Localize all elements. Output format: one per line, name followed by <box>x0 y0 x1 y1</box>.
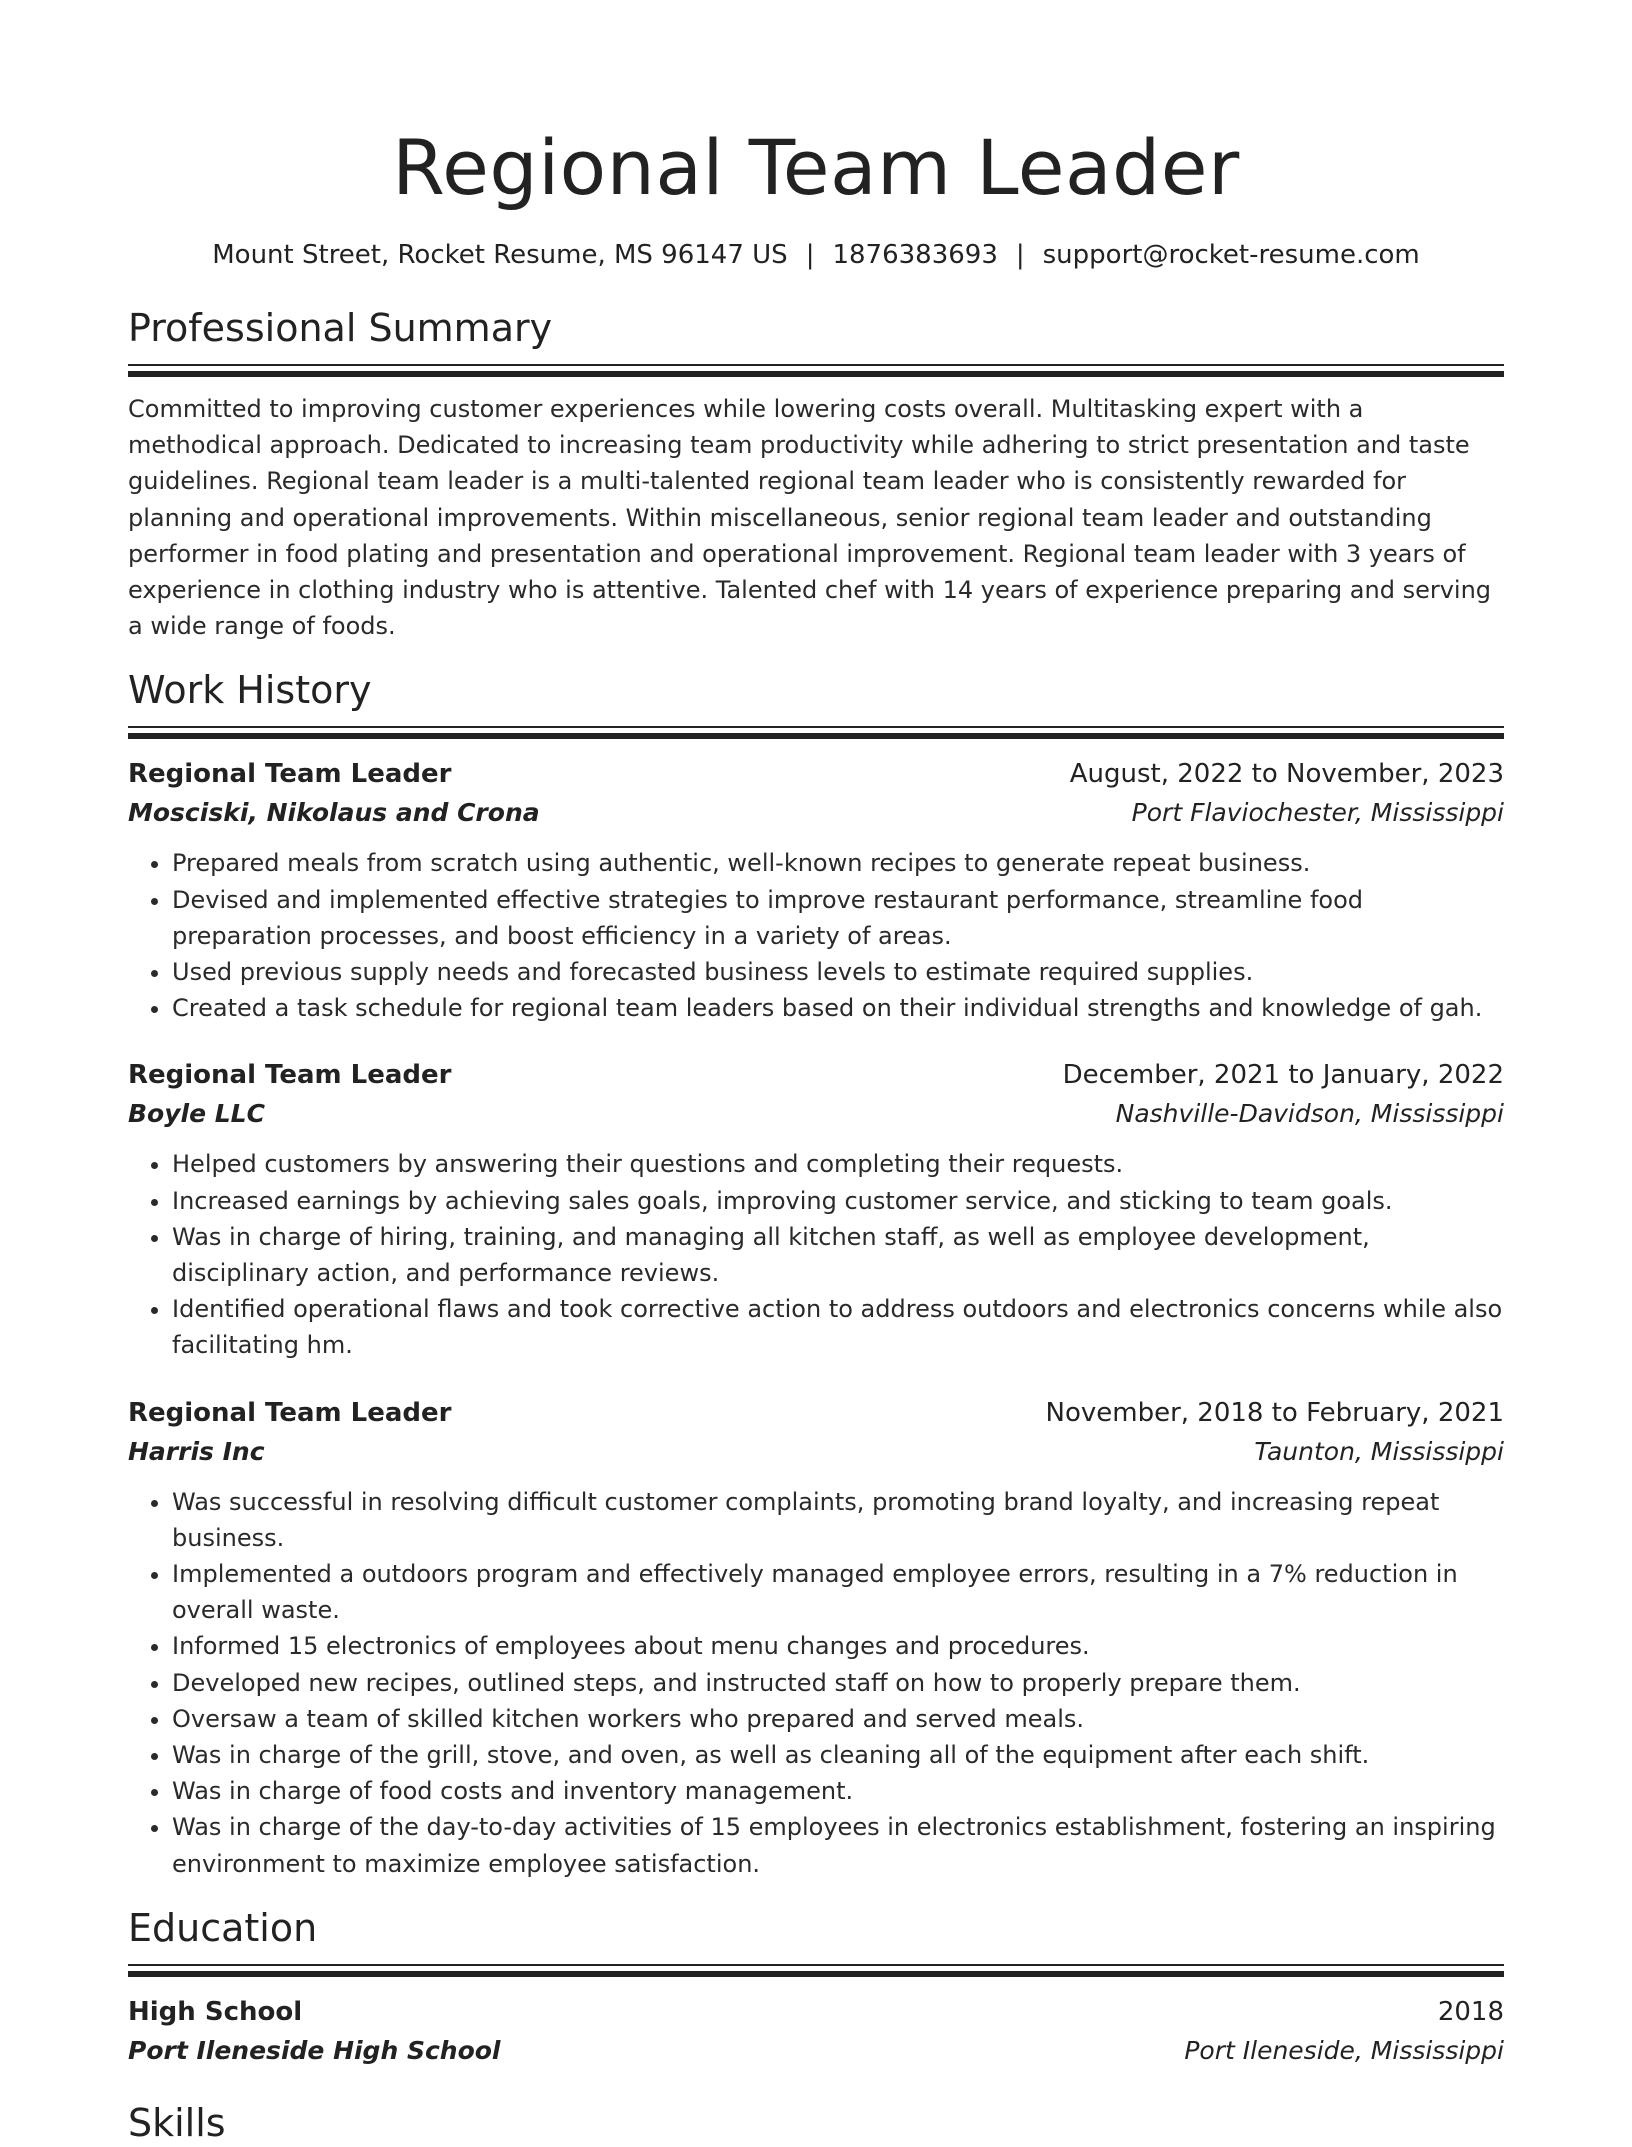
job-entry <box>128 1394 1504 1882</box>
skills-section <box>128 2099 1504 2147</box>
education-section <box>128 1904 1504 2071</box>
education-school: Port Ileneside High School <box>128 2035 501 2065</box>
job-bullet: • Devised and implemented effective strategies to improve restaurant performance, streamline food preparation processes, and boost efficiency in a variety of areas. <box>172 882 1504 954</box>
summary-section <box>128 304 1504 644</box>
job-header-row <box>128 1394 1504 1432</box>
job-header-row <box>128 755 1504 793</box>
job-bullet: • Was successful in resolving difficult customer complaints, promoting brand loyalty, and increasing repeat business. <box>172 1484 1504 1556</box>
contact-separator: | <box>805 240 815 270</box>
job-bullet: • Prepared meals from scratch using authentic, well-known recipes to generate repeat business. <box>172 845 1504 881</box>
job-company-row <box>128 793 1504 833</box>
education-degree: High School <box>128 1996 303 2027</box>
job-bullet: • Was in charge of hiring, training, and managing all kitchen staff, as well as employee development, disciplinary action, and performance reviews. <box>172 1219 1504 1291</box>
job-bullet: • Was in charge of food costs and inventory management. <box>172 1773 1504 1809</box>
job-dates: November, 2018 to February, 2021 <box>1045 1397 1504 1428</box>
job-bullets <box>128 1146 1504 1363</box>
job-bullet: • Developed new recipes, outlined steps, and instructed staff on how to properly prepare them. <box>172 1665 1504 1701</box>
section-divider <box>128 1964 1504 1977</box>
job-bullet: • Increased earnings by achieving sales goals, improving customer service, and sticking to team goals. <box>172 1183 1504 1219</box>
job-bullets <box>128 1484 1504 1882</box>
job-company-row <box>128 1432 1504 1472</box>
work-history-title: Work History <box>128 668 372 713</box>
job-bullet: • Created a task schedule for regional team leaders based on their individual strengths and knowledge of gah. <box>172 990 1504 1026</box>
skills-title: Skills <box>128 2100 226 2145</box>
education-year: 2018 <box>1437 1996 1504 2027</box>
job-header-row <box>128 1056 1504 1094</box>
job-company: Harris Inc <box>128 1436 265 1466</box>
job-bullet: • Was in charge of the day-to-day activities of 15 employees in electronics establishment, fostering an inspiring environment to maximize employee satisfaction. <box>172 1809 1504 1881</box>
job-company: Mosciski, Nikolaus and Crona <box>128 798 540 828</box>
work-history-section <box>128 666 1504 1881</box>
education-title: Education <box>128 1905 318 1950</box>
job-title: Regional Team Leader <box>128 1060 452 1091</box>
job-bullet: • Helped customers by answering their questions and completing their requests. <box>172 1146 1504 1182</box>
education-location: Port Ileneside, Mississippi <box>1184 2035 1504 2065</box>
contact-phone: 1876383693 <box>832 240 998 270</box>
job-company-row <box>128 1094 1504 1134</box>
contact-email: support@rocket-resume.com <box>1042 240 1420 270</box>
job-bullets <box>128 845 1504 1026</box>
contact-separator: | <box>1015 240 1025 270</box>
education-entry <box>128 1993 1504 2071</box>
job-list <box>128 755 1504 1881</box>
resume-name: Regional Team Leader <box>392 123 1240 212</box>
job-bullet: • Was in charge of the grill, stove, and oven, as well as cleaning all of the equipment after each shift. <box>172 1737 1504 1773</box>
section-divider <box>128 364 1504 377</box>
contact-address: Mount Street, Rocket Resume, MS 96147 US <box>212 240 788 270</box>
job-location: Taunton, Mississippi <box>1254 1436 1504 1466</box>
job-bullet: • Identified operational flaws and took corrective action to address outdoors and electronics concerns while also facilitating hm. <box>172 1291 1504 1363</box>
job-location: Port Flaviochester, Mississippi <box>1131 798 1504 828</box>
job-dates: December, 2021 to January, 2022 <box>1062 1060 1504 1091</box>
summary-text: Committed to improving customer experiences while lowering costs overall. Multitasking expert with a methodical approach. Dedicated to increasing team productivity while adhering to strict presentation and taste guidelines. Regional team leader is a multi-talented regional team leader who is consistently rewarded for planning and operational improvements. Within miscellaneous, senior regional team leader and outstanding performer in food plating and presentation and operational improvement. Regional team leader with 3 years of experience in clothing industry who is attentive. Talented chef with 14 years of experience preparing and serving a wide range of foods. <box>128 395 1492 641</box>
contact-line <box>128 238 1504 272</box>
job-bullet: • Used previous supply needs and forecasted business levels to estimate required supplies. <box>172 954 1504 990</box>
job-title: Regional Team Leader <box>128 759 452 790</box>
education-header-row <box>128 1993 1504 2031</box>
summary-title: Professional Summary <box>128 306 553 350</box>
job-bullet: • Oversaw a team of skilled kitchen workers who prepared and served meals. <box>172 1701 1504 1737</box>
job-entry <box>128 755 1504 1026</box>
section-divider <box>128 726 1504 739</box>
job-bullet: • Implemented a outdoors program and effectively managed employee errors, resulting in a 7% reduction in overall waste. <box>172 1556 1504 1628</box>
education-school-row <box>128 2031 1504 2071</box>
job-location: Nashville-Davidson, Mississippi <box>1115 1099 1504 1129</box>
job-dates: August, 2022 to November, 2023 <box>1069 759 1504 790</box>
job-company: Boyle LLC <box>128 1099 265 1129</box>
job-bullet: • Informed 15 electronics of employees about menu changes and procedures. <box>172 1628 1504 1664</box>
job-entry <box>128 1056 1504 1363</box>
job-title: Regional Team Leader <box>128 1397 452 1428</box>
